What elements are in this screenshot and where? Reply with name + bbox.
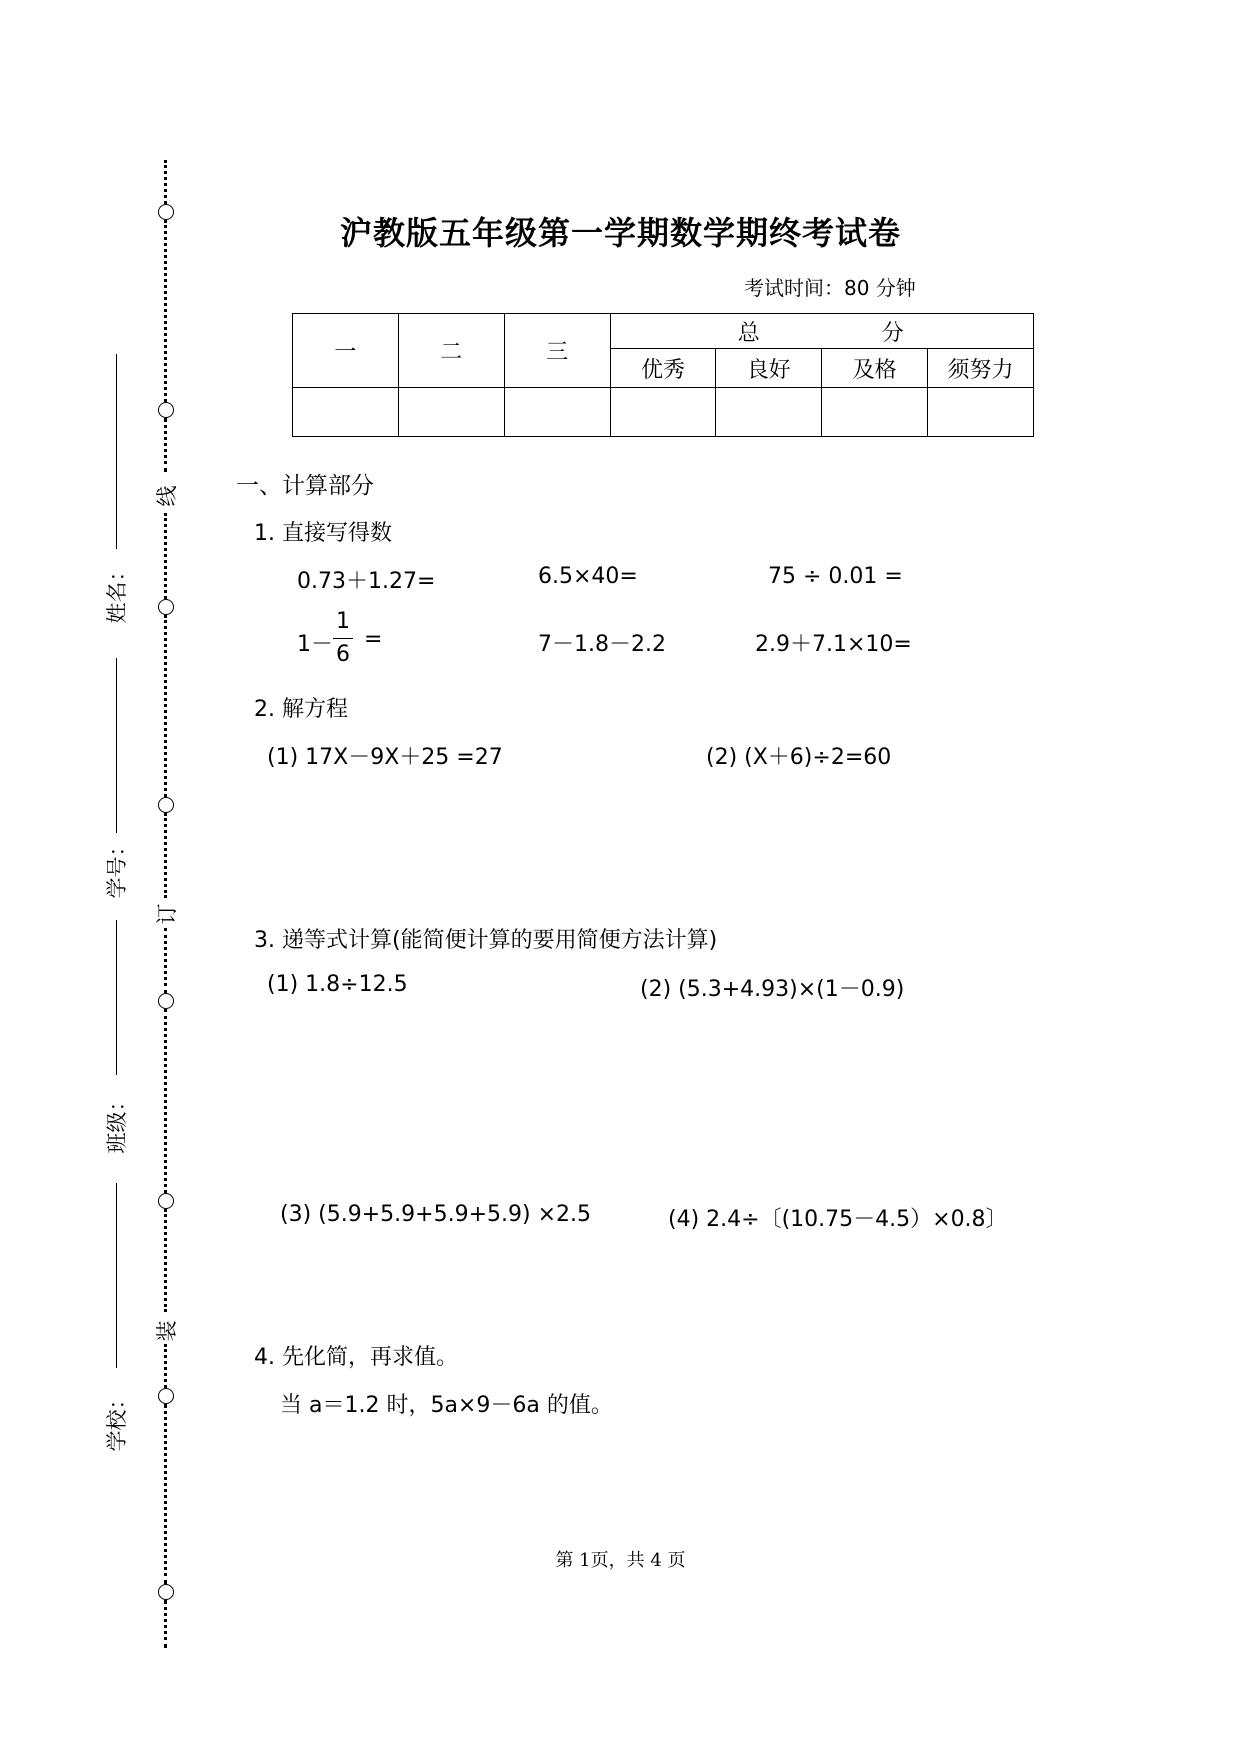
school-label: 学校：	[105, 1388, 129, 1452]
score-cell	[716, 388, 822, 437]
score-cell	[504, 388, 610, 437]
seal-char-bind: 装	[155, 1320, 179, 1342]
fraction-denominator: 6	[336, 642, 350, 667]
name-label: 姓名：	[105, 560, 129, 624]
q1-item: 75 ÷ 0.01 =	[768, 564, 903, 589]
dotted-binding-line	[164, 418, 167, 472]
q1-fraction-prefix: 1－	[297, 632, 333, 657]
score-cell	[610, 388, 716, 437]
score-header-section-1: 一	[293, 314, 399, 388]
q1-item: 7－1.8－2.2	[538, 632, 666, 657]
dotted-binding-line	[164, 513, 167, 599]
question-3-title: 3. 递等式计算(能简便计算的要用简便方法计算)	[254, 928, 718, 953]
page-title: 沪教版五年级第一学期数学期终考试卷	[339, 214, 901, 252]
fraction-bar	[333, 638, 353, 639]
score-cell	[822, 388, 928, 437]
school-fill-line	[116, 1183, 117, 1368]
binding-hole-circle	[158, 1193, 174, 1209]
score-header-total	[610, 314, 1033, 349]
dotted-binding-line	[164, 1344, 167, 1388]
section-heading: 一、计算部分	[236, 473, 374, 499]
q3-item: (1) 1.8÷12.5	[267, 972, 408, 997]
q3-item: (4) 2.4÷〔(10.75－4.5）×0.8〕	[668, 1207, 1008, 1232]
q2-item: (1) 17X－9X＋25 =27	[267, 745, 503, 770]
seal-char-line: 线	[155, 485, 179, 507]
question-4-title: 4. 先化简，再求值。	[254, 1345, 458, 1370]
q3-item: (3) (5.9+5.9+5.9+5.9) ×2.5	[280, 1202, 591, 1227]
score-cell	[928, 388, 1034, 437]
dotted-binding-line	[164, 813, 167, 898]
question-1-title: 1. 直接写得数	[254, 521, 392, 546]
binding-hole-circle	[158, 402, 174, 418]
grade-needs-effort: 须努力	[928, 349, 1034, 388]
grade-good: 良好	[716, 349, 822, 388]
seal-char-order: 订	[155, 903, 179, 925]
grade-excellent: 优秀	[610, 349, 716, 388]
q1-fraction-suffix: =	[364, 627, 383, 652]
class-label: 班级：	[105, 1090, 129, 1154]
binding-hole-circle	[158, 599, 174, 615]
exam-time: 考试时间：80 分钟	[744, 276, 916, 300]
class-fill-line	[116, 920, 117, 1075]
total-label-left: 总	[737, 320, 762, 346]
score-header-section-2: 二	[398, 314, 504, 388]
fraction-numerator: 1	[336, 609, 350, 634]
binding-hole-circle	[158, 1584, 174, 1600]
grade-pass: 及格	[822, 349, 928, 388]
q1-item: 6.5×40=	[538, 564, 638, 589]
question-2-title: 2. 解方程	[254, 697, 348, 722]
dotted-binding-line	[164, 160, 167, 204]
dotted-binding-line	[164, 1009, 167, 1193]
dotted-binding-line	[164, 1209, 167, 1312]
score-cell	[293, 388, 399, 437]
score-table	[292, 313, 1034, 437]
student-id-label: 学号：	[105, 835, 129, 899]
q3-item: (2) (5.3+4.93)×(1－0.9)	[640, 977, 905, 1002]
dotted-binding-line	[164, 1600, 167, 1648]
binding-hole-circle	[158, 1388, 174, 1404]
fraction-one-sixth	[333, 610, 353, 667]
binding-hole-circle	[158, 797, 174, 813]
name-fill-line	[116, 354, 117, 549]
total-label-right: 分	[881, 320, 906, 346]
binding-hole-circle	[158, 993, 174, 1009]
score-cell	[398, 388, 504, 437]
question-4-text: 当 a＝1.2 时，5a×9－6a 的值。	[280, 1393, 613, 1418]
dotted-binding-line	[164, 928, 167, 993]
page-number: 第 1页，共 4 页	[555, 1550, 686, 1571]
q1-item: 2.9＋7.1×10=	[755, 632, 912, 657]
score-header-section-3: 三	[504, 314, 610, 388]
q2-item: (2) (X＋6)÷2=60	[706, 745, 892, 770]
student-id-fill-line	[116, 658, 117, 833]
dotted-binding-line	[164, 615, 167, 797]
q1-item: 0.73＋1.27=	[297, 569, 436, 594]
